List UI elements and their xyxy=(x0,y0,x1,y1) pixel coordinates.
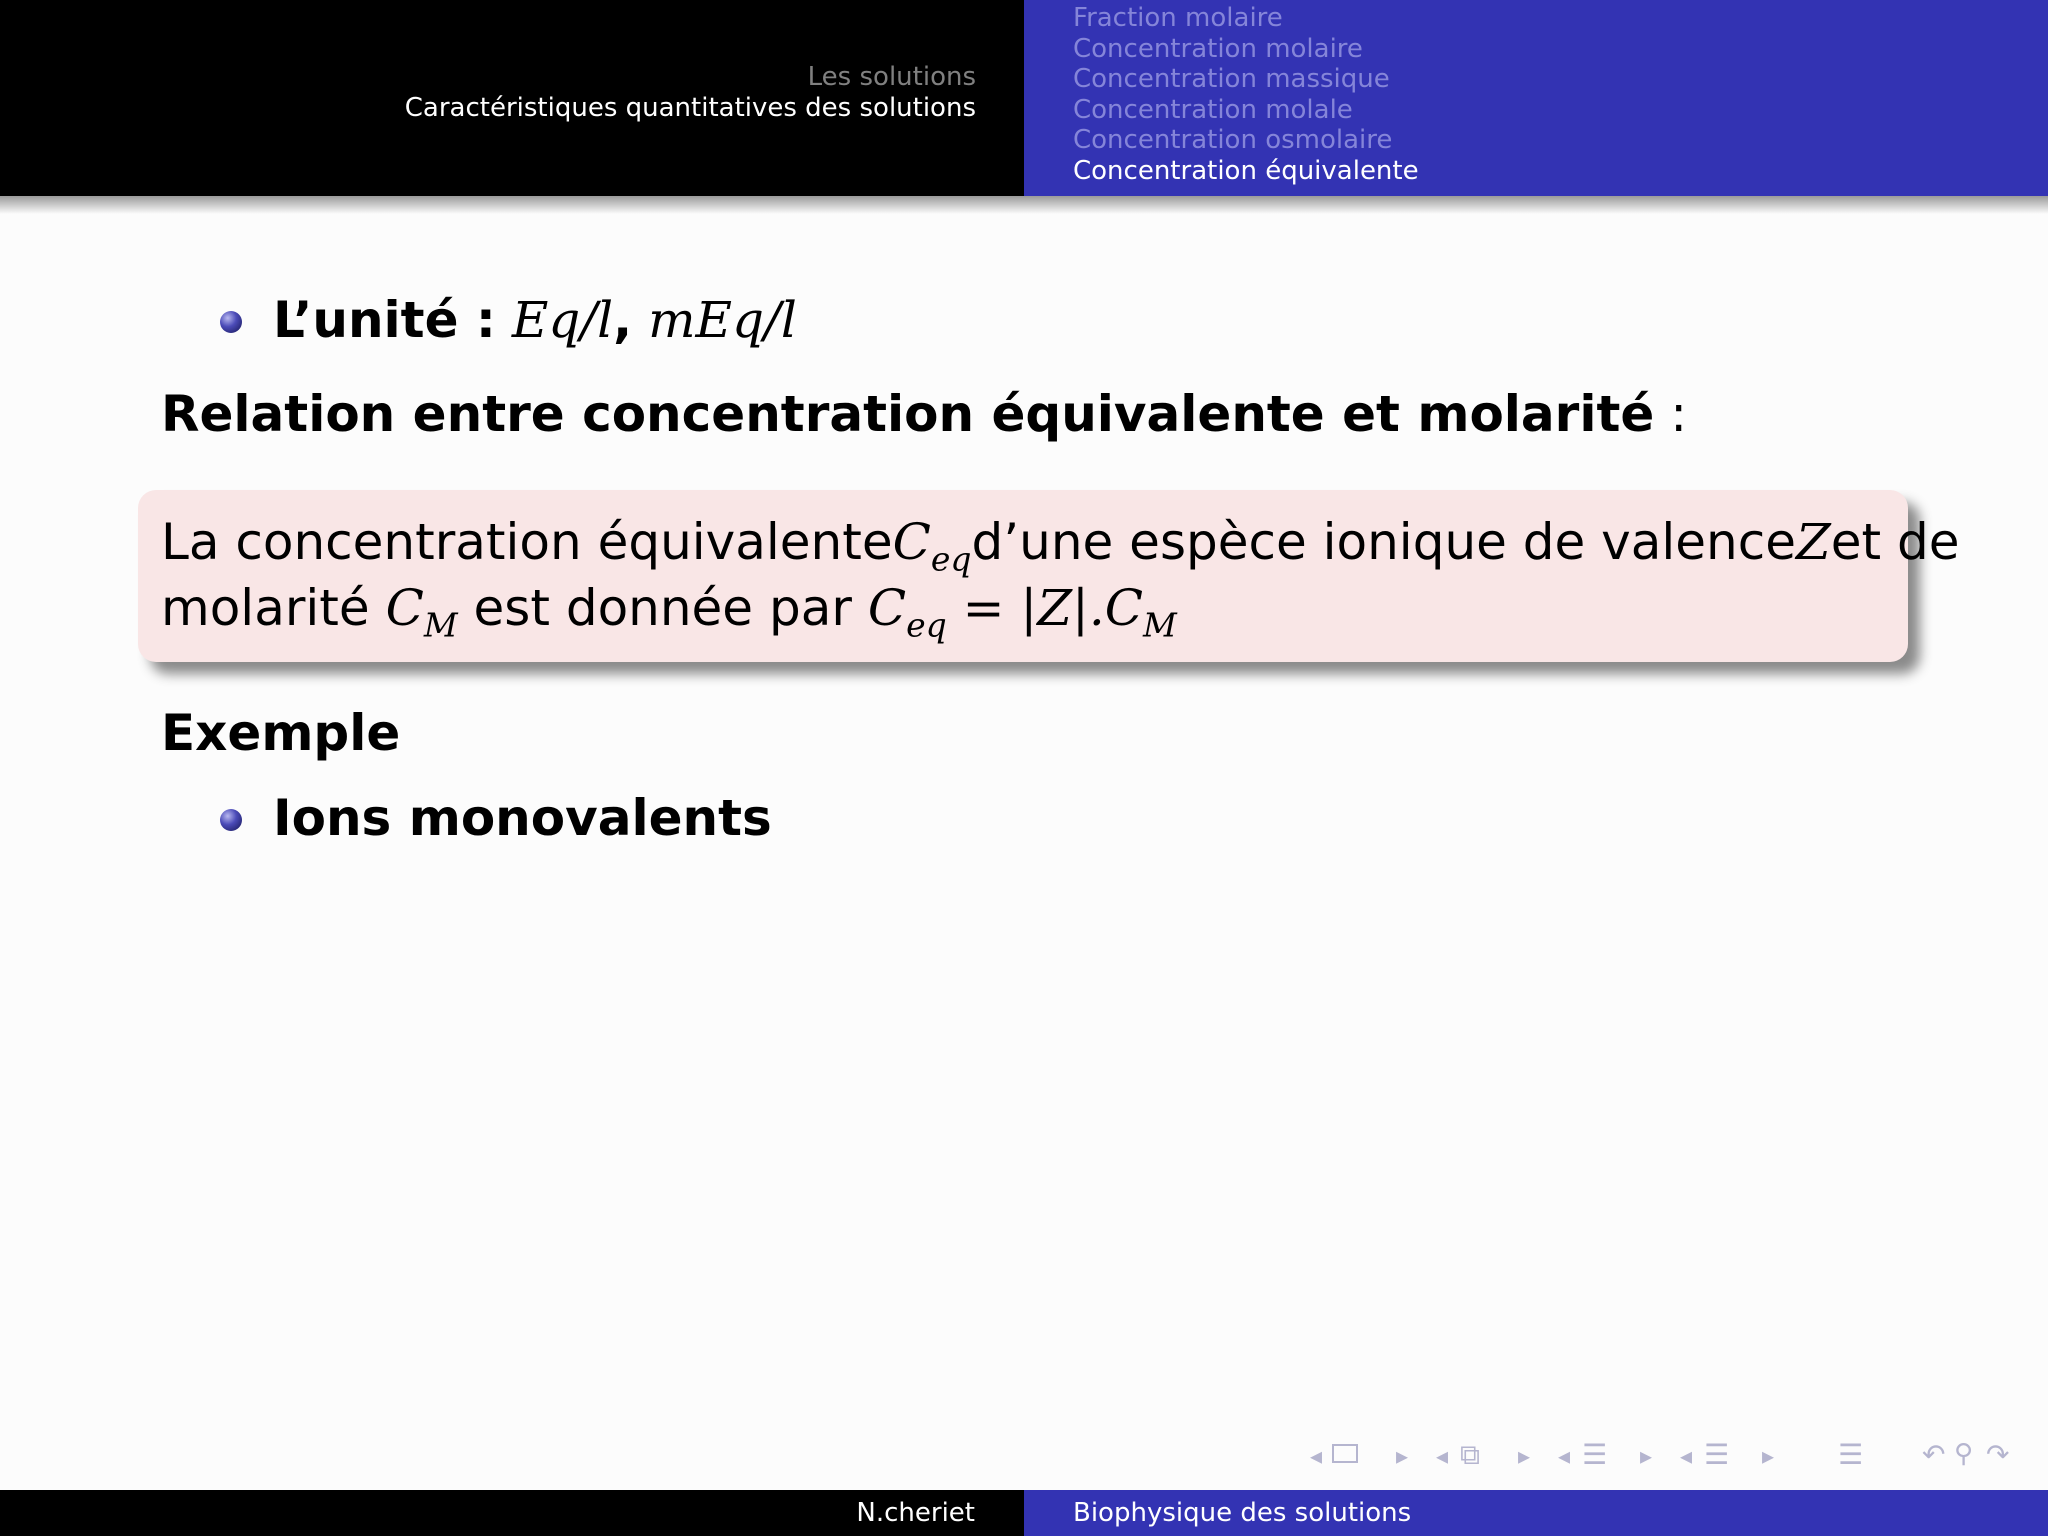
header-bar xyxy=(0,0,2048,196)
example-item: Ions monovalents xyxy=(273,789,772,847)
unit-value-meq: mEq/l xyxy=(648,291,797,349)
document-next-icon[interactable]: ▸ xyxy=(1762,1442,1775,1470)
frame-icon[interactable] xyxy=(1332,1444,1358,1463)
theorem-block xyxy=(138,490,1960,662)
relation-heading: Relation entre concentration équivalente et molarité xyxy=(161,385,1655,443)
frame-next-icon[interactable]: ▸ xyxy=(1396,1442,1409,1470)
document-prev-icon[interactable]: ◂ xyxy=(1680,1442,1693,1470)
bullet-icon xyxy=(220,809,242,831)
forward-icon[interactable]: ↷ xyxy=(1986,1438,2010,1471)
subsection-next-icon[interactable]: ▸ xyxy=(1518,1442,1531,1470)
theorem-text-5: est donnée par xyxy=(473,579,852,637)
unit-separator: , xyxy=(613,291,633,349)
search-icon[interactable]: ⚲ xyxy=(1954,1439,1974,1469)
footer-author: N.cheriet xyxy=(856,1498,975,1528)
symbol-c-eq: $C_{eq}$ xyxy=(892,513,972,579)
bullet-icon xyxy=(220,311,242,333)
unit-value-eq: Eq/l xyxy=(511,291,614,349)
navigation-bar xyxy=(1310,1438,2030,1478)
subsection-title[interactable]: Caractéristiques quantitatives des solutions xyxy=(404,93,976,123)
subsection-toc xyxy=(1073,3,1419,187)
toc-item-concentration-massique[interactable]: Concentration massique xyxy=(1073,64,1390,95)
symbol-c-m: $C_M$ xyxy=(385,579,458,645)
frame-prev-icon[interactable]: ◂ xyxy=(1310,1442,1323,1470)
formula: $C_{eq} = |Z|.C_M$ xyxy=(867,579,1177,645)
unit-line xyxy=(273,290,797,350)
toc-item-concentration-molaire[interactable]: Concentration molaire xyxy=(1073,33,1363,64)
toc-icon[interactable]: ☰ xyxy=(1838,1438,1864,1471)
example-heading: Exemple xyxy=(161,704,401,762)
relation-colon: : xyxy=(1670,385,1688,443)
footer-title: Biophysique des solutions xyxy=(1073,1498,1412,1528)
section-title[interactable]: Les solutions xyxy=(807,62,976,92)
document-icon[interactable]: ☰ xyxy=(1704,1438,1730,1471)
toc-item-concentration-equivalente[interactable]: Concentration équivalente xyxy=(1073,155,1419,186)
unit-label: L’unité : xyxy=(273,291,496,349)
theorem-text-1: La concentration équivalente xyxy=(161,513,893,571)
symbol-z: Z xyxy=(1796,513,1831,571)
back-icon[interactable]: ↶ xyxy=(1922,1438,1946,1471)
theorem-line-2 xyxy=(161,578,1177,656)
header-shadow xyxy=(0,196,2048,214)
theorem-text-4: molarité xyxy=(161,579,370,637)
section-next-icon[interactable]: ▸ xyxy=(1640,1442,1653,1470)
subsection-icon[interactable]: ⧉ xyxy=(1460,1438,1480,1471)
section-info xyxy=(405,62,976,124)
section-prev-icon[interactable]: ◂ xyxy=(1558,1442,1571,1470)
toc-item-concentration-osmolaire[interactable]: Concentration osmolaire xyxy=(1073,125,1393,156)
subsection-prev-icon[interactable]: ◂ xyxy=(1436,1442,1449,1470)
theorem-text-2: d’une espèce ionique de valence xyxy=(971,513,1797,571)
toc-item-fraction-molaire[interactable]: Fraction molaire xyxy=(1073,3,1283,33)
theorem-text-3: et de xyxy=(1830,513,1960,571)
toc-item-concentration-molale[interactable]: Concentration molale xyxy=(1073,94,1353,125)
relation-heading-line xyxy=(161,384,1687,444)
section-icon[interactable]: ☰ xyxy=(1582,1438,1608,1471)
